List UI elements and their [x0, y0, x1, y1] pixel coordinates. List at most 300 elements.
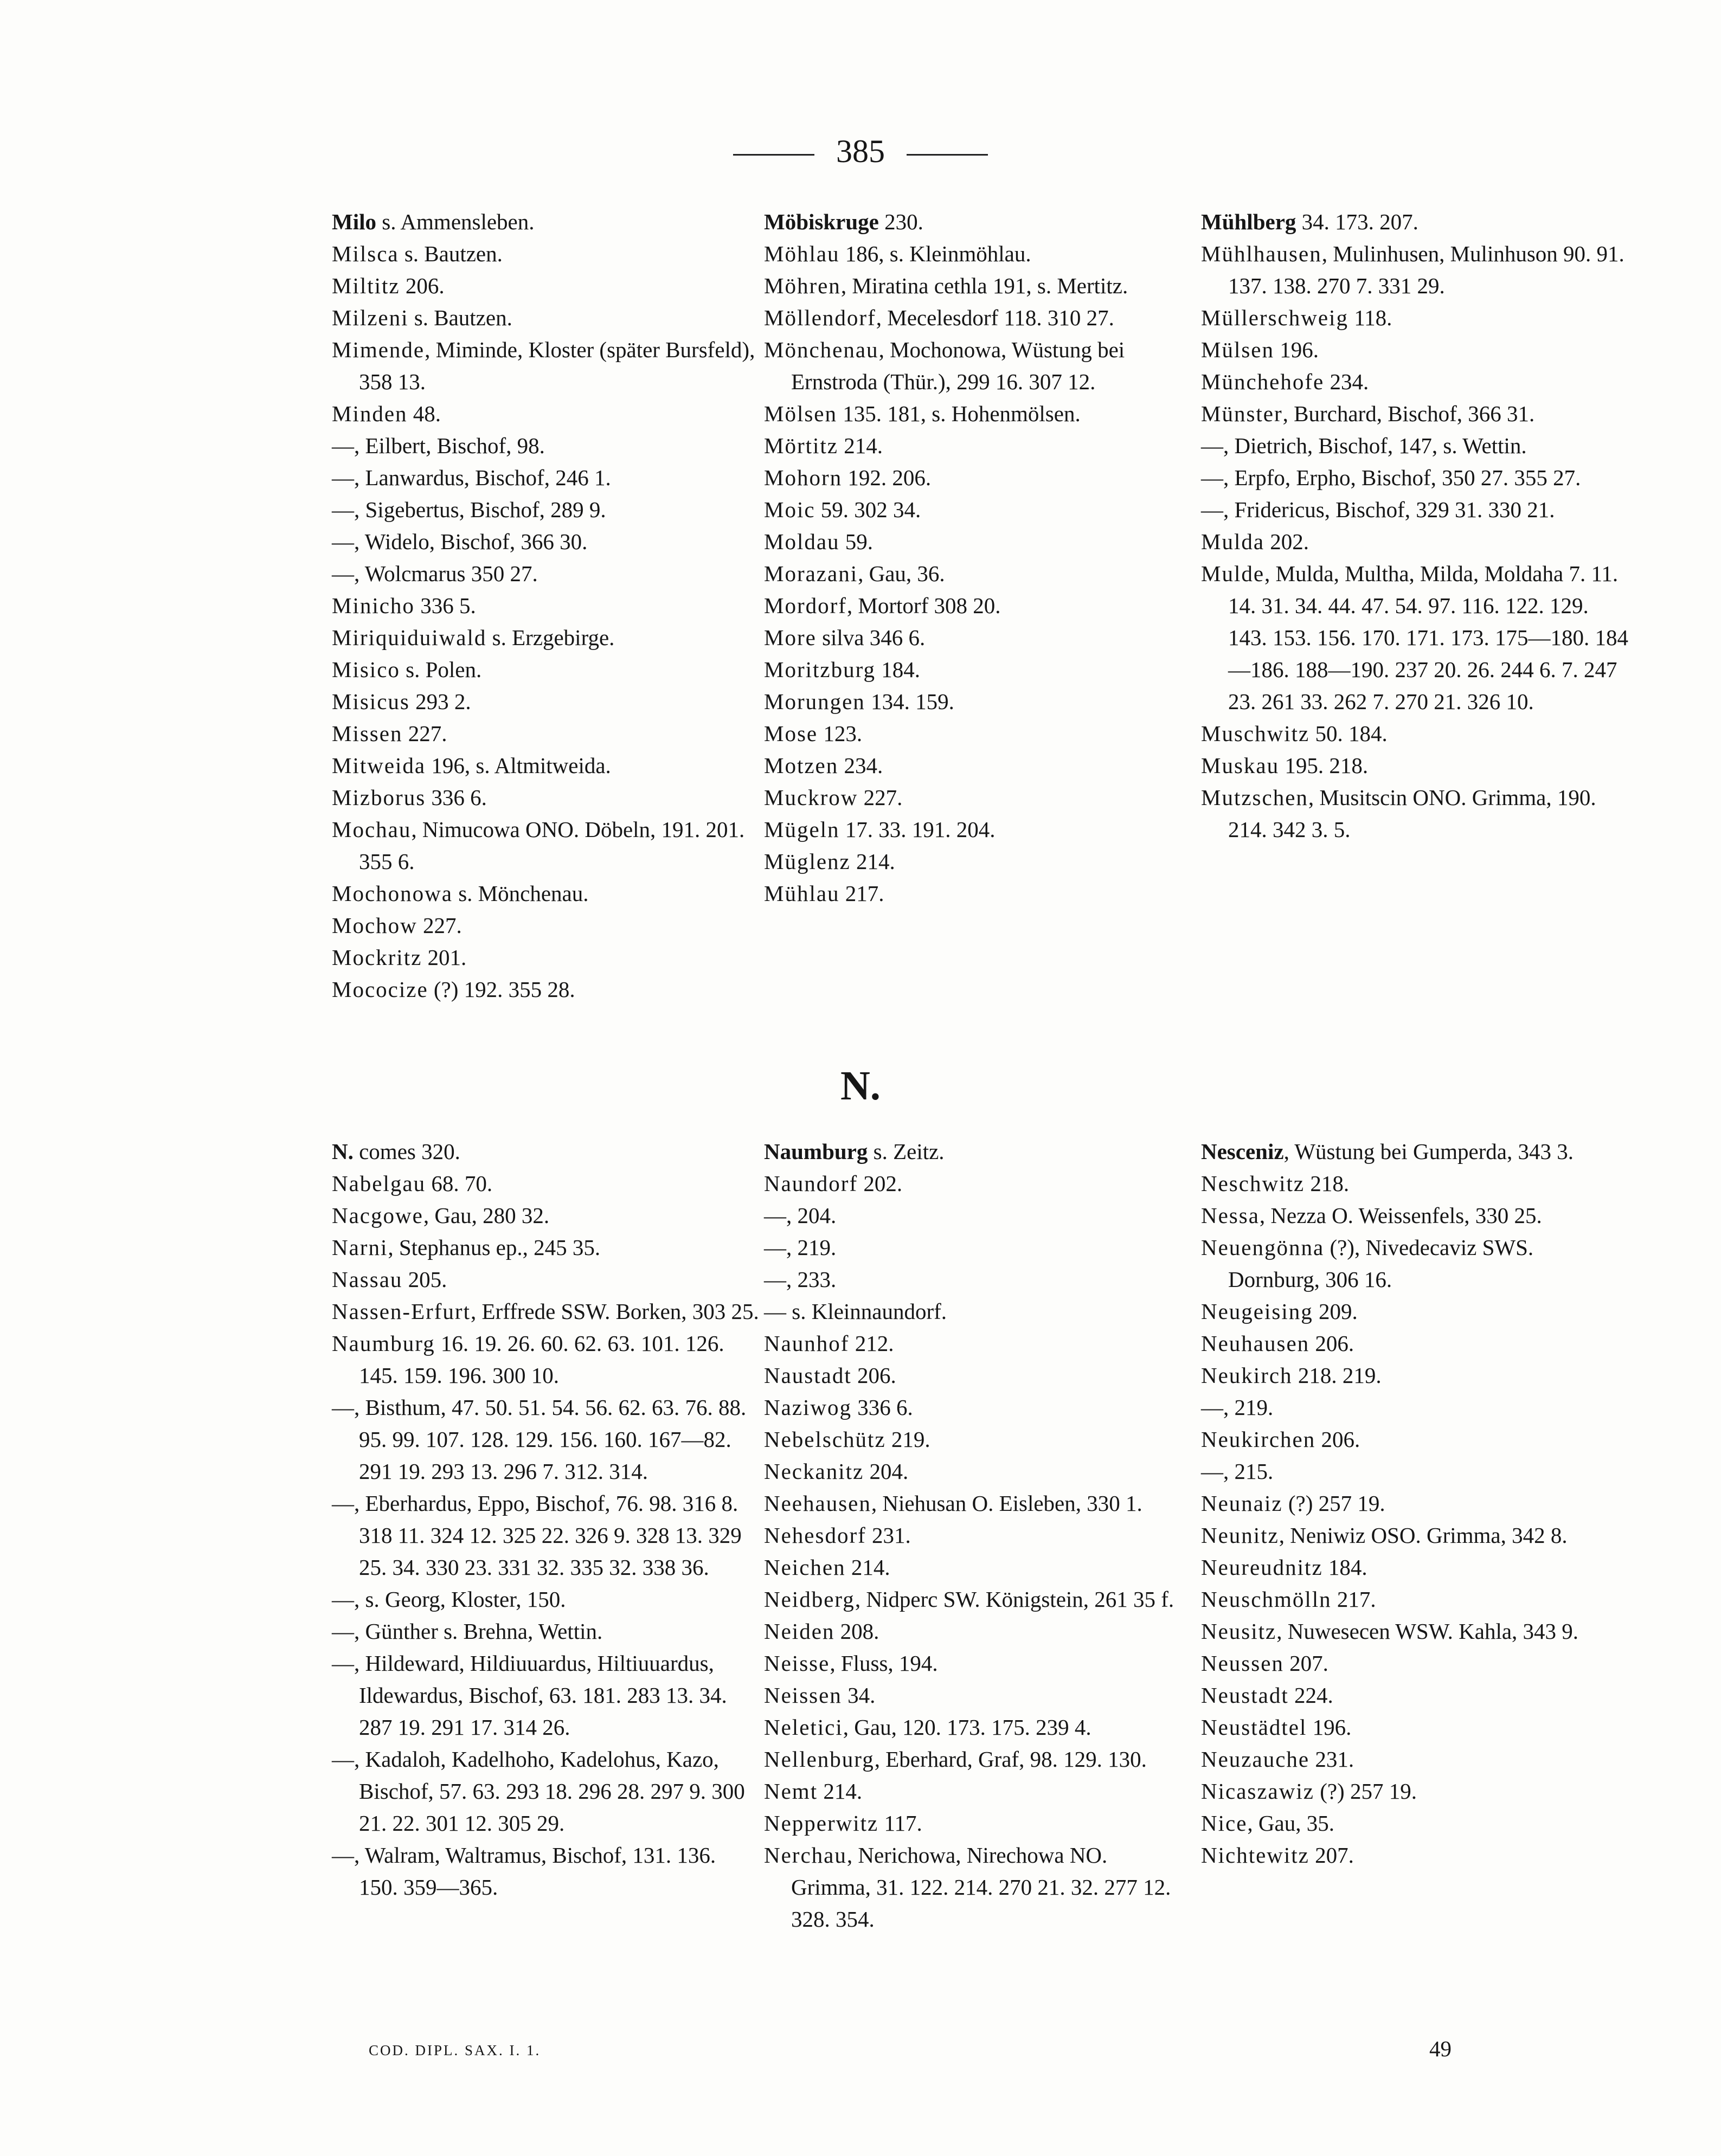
- page-number-rule-left: [733, 154, 814, 156]
- entry-headword: Milzeni: [332, 305, 409, 330]
- index-entry: [764, 206, 1192, 238]
- entry-text: 227.: [402, 721, 447, 746]
- index-entry: [764, 558, 1192, 590]
- entry-text: 336 6.: [852, 1395, 913, 1420]
- index-entry: [332, 1488, 760, 1584]
- entry-text: 59.: [839, 529, 874, 554]
- entry-headword: Neukirchen: [1201, 1427, 1316, 1452]
- index-entry: [1201, 462, 1629, 494]
- entry-text: 117.: [878, 1811, 922, 1836]
- index-entry: [332, 238, 760, 270]
- index-entry: [332, 878, 760, 910]
- index-entry: [1201, 1328, 1629, 1360]
- entry-text: —, Hildeward, Hildiuuardus, Hiltiuuardus, Ildewardus, Bischof, 63. 181. 283 13. 34. 287 19. 291 17. 314 26.: [332, 1651, 727, 1740]
- entry-headword: Muskau: [1201, 753, 1280, 778]
- index-entry: [764, 302, 1192, 334]
- index-entry: [332, 1168, 760, 1200]
- index-entry: [332, 910, 760, 942]
- entry-text: —, Wolcmarus 350 27.: [332, 561, 538, 586]
- entry-text: 195. 218.: [1279, 753, 1369, 778]
- entry-headword: Morungen: [764, 689, 865, 714]
- index-entry: [332, 942, 760, 974]
- entry-headword: Neidberg: [764, 1587, 855, 1612]
- entry-headword: Münchehofe: [1201, 369, 1325, 394]
- entry-text: s. Ammensleben.: [376, 209, 535, 234]
- entry-text: 231.: [866, 1523, 911, 1548]
- entry-text: , Miratina cethla 191, s. Mertitz.: [840, 273, 1128, 298]
- entry-headword: Neugeising: [1201, 1299, 1313, 1324]
- index-entry: [1201, 334, 1629, 366]
- index-entry: [764, 1488, 1192, 1520]
- entry-text: 16. 19. 26. 60. 62. 63. 101. 126. 145. 159. 196. 300 10.: [359, 1331, 724, 1388]
- index-entry: [332, 750, 760, 782]
- entry-text: , Neniwiz OSO. Grimma, 342 8.: [1279, 1523, 1568, 1548]
- index-entry: [332, 1584, 760, 1616]
- entry-headword: Möllendorf: [764, 305, 876, 330]
- entry-headword: Mochow: [332, 913, 418, 938]
- index-entry: [764, 1456, 1192, 1488]
- index-entry: [764, 398, 1192, 430]
- index-entry: [764, 1136, 1192, 1168]
- index-entry: [1201, 782, 1629, 846]
- index-entry: [1201, 1679, 1629, 1711]
- entry-text: 118.: [1348, 305, 1392, 330]
- index-entry: [332, 494, 760, 526]
- index-entry: [332, 1647, 760, 1743]
- index-entry: [764, 334, 1192, 398]
- entry-text: 34.: [842, 1683, 876, 1708]
- entry-text: 206.: [1309, 1331, 1354, 1356]
- index-entry: [764, 750, 1192, 782]
- index-entry: [1201, 206, 1629, 238]
- entry-text: (?), Nivedecaviz SWS. Dornburg, 306 16.: [1228, 1235, 1534, 1292]
- entry-text: 208.: [834, 1619, 879, 1644]
- entry-text: s. Mönchenau.: [452, 881, 589, 906]
- index-entry: [764, 1520, 1192, 1552]
- entry-headword: Neuengönna: [1201, 1235, 1325, 1260]
- index-entry: [1201, 238, 1629, 302]
- entry-text: — s. Kleinnaundorf.: [764, 1299, 947, 1324]
- entry-text: —, Günther s. Brehna, Wettin.: [332, 1619, 603, 1644]
- entry-headword: Motzen: [764, 753, 839, 778]
- entry-text: 219.: [885, 1427, 930, 1452]
- entry-headword: Misicus: [332, 689, 410, 714]
- entry-text: , Mortorf 308 20.: [846, 593, 1001, 618]
- entry-headword: Neiden: [764, 1619, 835, 1644]
- index-entry: [764, 878, 1192, 910]
- page-number-text: 385: [836, 133, 885, 169]
- entry-headword: Mörtitz: [764, 433, 838, 458]
- entry-text: s. Zeitz.: [868, 1139, 945, 1164]
- entry-headword: Neureudnitz: [1201, 1555, 1323, 1580]
- index-entry: [764, 782, 1192, 814]
- index-entry: [1201, 1616, 1629, 1647]
- index-entry: [332, 1839, 760, 1903]
- entry-headword: Nassen-Erfurt: [332, 1299, 471, 1324]
- entry-headword: Nepperwitz: [764, 1811, 879, 1836]
- entry-text: 227.: [417, 913, 462, 938]
- entry-headword: Mordorf: [764, 593, 847, 618]
- index-entry: [1201, 1743, 1629, 1775]
- entry-headword: Mönchenau: [764, 337, 879, 362]
- entry-headword: Minicho: [332, 593, 415, 618]
- index-entry: [332, 526, 760, 558]
- index-column-4: [332, 1136, 760, 1903]
- entry-headword: Nebelschütz: [764, 1427, 886, 1452]
- index-entry: [332, 1200, 760, 1232]
- entry-text: , Wüstung bei Gumperda, 343 3.: [1283, 1139, 1574, 1164]
- entry-headword: Naziwog: [764, 1395, 852, 1420]
- entry-headword: N.: [332, 1139, 354, 1164]
- entry-headword: Nerchau: [764, 1843, 847, 1868]
- entry-headword: Neichen: [764, 1555, 846, 1580]
- entry-text: 196.: [1307, 1715, 1352, 1740]
- index-entry: [764, 686, 1192, 718]
- index-entry: [764, 814, 1192, 846]
- index-entry: [1201, 1839, 1629, 1871]
- index-entry: [1201, 1200, 1629, 1232]
- entry-headword: Neustadt: [1201, 1683, 1289, 1708]
- index-entry: [1201, 1296, 1629, 1328]
- entry-headword: Moldau: [764, 529, 840, 554]
- entry-headword: Mügeln: [764, 817, 840, 842]
- index-entry: [1201, 494, 1629, 526]
- entry-text: —, Widelo, Bischof, 366 30.: [332, 529, 588, 554]
- index-entry: [764, 1168, 1192, 1200]
- entry-headword: Mölsen: [764, 401, 837, 426]
- index-entry: [764, 1360, 1192, 1392]
- entry-headword: Neehausen: [764, 1491, 871, 1516]
- index-entry: [764, 1328, 1192, 1360]
- index-entry: [332, 686, 760, 718]
- index-column-3: [1201, 206, 1629, 846]
- index-entry: [764, 1232, 1192, 1264]
- index-entry: [1201, 1456, 1629, 1488]
- entry-headword: Möhlau: [764, 241, 840, 266]
- index-entry: [332, 590, 760, 622]
- entry-headword: Neuhausen: [1201, 1331, 1310, 1356]
- entry-headword: Nesceniz: [1201, 1139, 1284, 1164]
- entry-text: 224.: [1288, 1683, 1333, 1708]
- index-entry: [332, 1392, 760, 1488]
- index-entry: [764, 1200, 1192, 1232]
- entry-text: 184.: [1322, 1555, 1367, 1580]
- entry-text: —, Fridericus, Bischof, 329 31. 330 21.: [1201, 497, 1555, 522]
- index-entry: [1201, 1552, 1629, 1584]
- entry-headword: Neletici: [764, 1715, 843, 1740]
- index-entry: [764, 1647, 1192, 1679]
- index-entry: [764, 238, 1192, 270]
- index-entry: [764, 1807, 1192, 1839]
- entry-headword: Naunhof: [764, 1331, 850, 1356]
- index-column-6: [1201, 1136, 1629, 1871]
- entry-text: —, Walram, Waltramus, Bischof, 131. 136. 150. 359—365.: [332, 1843, 716, 1900]
- entry-text: (?) 257 19.: [1314, 1779, 1417, 1804]
- index-entry: [332, 1743, 760, 1839]
- entry-headword: Mühlau: [764, 881, 840, 906]
- entry-text: 34. 173. 207.: [1296, 209, 1418, 234]
- section-letter: N.: [840, 1063, 881, 1109]
- entry-text: 209.: [1313, 1299, 1358, 1324]
- entry-text: , Nezza O. Weissenfels, 330 25.: [1259, 1203, 1542, 1228]
- entry-text: 207.: [1309, 1843, 1354, 1868]
- entry-text: s. Erzgebirge.: [486, 625, 615, 650]
- entry-text: —, 219.: [1201, 1395, 1274, 1420]
- entry-text: 206.: [851, 1363, 896, 1388]
- entry-text: 217.: [1331, 1587, 1376, 1612]
- entry-text: 68. 70.: [426, 1171, 493, 1196]
- entry-headword: Müglenz: [764, 849, 851, 874]
- entry-text: 186, s. Kleinmöhlau.: [839, 241, 1031, 266]
- index-entry: [1201, 1232, 1629, 1296]
- index-entry: [332, 558, 760, 590]
- entry-text: 196.: [1274, 337, 1319, 362]
- index-entry: [332, 974, 760, 1006]
- entry-headword: Nehesdorf: [764, 1523, 866, 1548]
- entry-text: 123.: [818, 721, 863, 746]
- index-entry: [1201, 1392, 1629, 1424]
- entry-headword: Mose: [764, 721, 818, 746]
- entry-text: , Mulinhusen, Mulinhuson 90. 91. 137. 138. 270 7. 331 29.: [1228, 241, 1624, 298]
- index-entry: [764, 494, 1192, 526]
- entry-text: 217.: [839, 881, 884, 906]
- entry-headword: Mohorn: [764, 465, 843, 490]
- page-number: [0, 133, 1721, 170]
- entry-text: 206.: [1315, 1427, 1360, 1452]
- entry-headword: Nice: [1201, 1811, 1248, 1836]
- index-entry: [332, 1136, 760, 1168]
- index-entry: [1201, 558, 1629, 718]
- index-entry: [332, 206, 760, 238]
- entry-headword: Neuzauche: [1201, 1747, 1310, 1772]
- index-entry: [332, 1616, 760, 1647]
- entry-headword: Mülsen: [1201, 337, 1274, 362]
- index-entry: [764, 1679, 1192, 1711]
- entry-headword: Nichtewitz: [1201, 1843, 1309, 1868]
- index-entry: [332, 302, 760, 334]
- entry-text: 227.: [858, 785, 903, 810]
- entry-headword: Muckrow: [764, 785, 858, 810]
- entry-headword: Möhren: [764, 273, 841, 298]
- index-entry: [764, 846, 1192, 878]
- entry-headword: Nabelgau: [332, 1171, 426, 1196]
- index-entry: [332, 622, 760, 654]
- index-entry: [764, 1711, 1192, 1743]
- entry-text: silva 346 6.: [816, 625, 926, 650]
- entry-headword: Neschwitz: [1201, 1171, 1305, 1196]
- index-entry: [1201, 1584, 1629, 1616]
- entry-headword: Nessa: [1201, 1203, 1260, 1228]
- entry-text: , Gau, 280 32.: [423, 1203, 550, 1228]
- entry-text: —, 215.: [1201, 1459, 1274, 1484]
- entry-headword: Naundorf: [764, 1171, 858, 1196]
- entry-text: 231.: [1309, 1747, 1354, 1772]
- entry-text: 196, s. Altmitweida.: [426, 753, 611, 778]
- entry-headword: Neustädtel: [1201, 1715, 1307, 1740]
- index-entry: [764, 1775, 1192, 1807]
- entry-text: 214.: [850, 849, 895, 874]
- entry-text: , Nuwesecen WSW. Kahla, 343 9.: [1276, 1619, 1579, 1644]
- entry-text: , Mochonowa, Wüstung bei Ernstroda (Thür.), 299 16. 307 12.: [791, 337, 1125, 394]
- entry-text: 234.: [1324, 369, 1369, 394]
- index-entry: [1201, 526, 1629, 558]
- index-entry: [1201, 398, 1629, 430]
- index-entry: [764, 1424, 1192, 1456]
- index-entry: [1201, 1711, 1629, 1743]
- entry-headword: Mühlhausen: [1201, 241, 1322, 266]
- entry-text: s. Bautzen.: [399, 241, 503, 266]
- entry-text: 336 6.: [426, 785, 487, 810]
- entry-text: 218. 219.: [1292, 1363, 1382, 1388]
- entry-text: , Nimucowa ONO. Döbeln, 191. 201. 355 6.: [359, 817, 745, 874]
- entry-text: —, 204.: [764, 1203, 837, 1228]
- entry-text: —, Sigebertus, Bischof, 289 9.: [332, 497, 606, 522]
- entry-text: 218.: [1305, 1171, 1350, 1196]
- entry-headword: Nellenburg: [764, 1747, 875, 1772]
- index-column-5: [764, 1136, 1192, 1935]
- entry-headword: Moritzburg: [764, 657, 876, 682]
- index-entry: [332, 1328, 760, 1392]
- entry-text: 134. 159.: [865, 689, 954, 714]
- entry-headword: Mimende: [332, 337, 425, 362]
- entry-headword: Muschwitz: [1201, 721, 1310, 746]
- entry-headword: Neunitz: [1201, 1523, 1279, 1548]
- entry-headword: Nassau: [332, 1267, 403, 1292]
- entry-text: —, 233.: [764, 1267, 837, 1292]
- index-entry: [764, 462, 1192, 494]
- entry-headword: Morazani: [764, 561, 858, 586]
- entry-headword: More: [764, 625, 817, 650]
- entry-text: —, Erpfo, Erpho, Bischof, 350 27. 355 27.: [1201, 465, 1581, 490]
- index-entry: [1201, 718, 1629, 750]
- index-entry: [1201, 302, 1629, 334]
- entry-text: , Erffrede SSW. Borken, 303 25.: [470, 1299, 759, 1324]
- entry-text: 214.: [845, 1555, 890, 1580]
- entry-headword: Mococize: [332, 977, 428, 1002]
- index-entry: [1201, 1520, 1629, 1552]
- entry-headword: Mockritz: [332, 945, 422, 970]
- entry-headword: Miriquiduiwald: [332, 625, 487, 650]
- index-entry: [332, 334, 760, 398]
- entry-text: , Gau, 36.: [858, 561, 945, 586]
- index-entry: [764, 1584, 1192, 1616]
- entry-text: 205.: [402, 1267, 447, 1292]
- entry-text: , Nidperc SW. Königstein, 261 35 f.: [855, 1587, 1174, 1612]
- entry-headword: Nicaszawiz: [1201, 1779, 1314, 1804]
- entry-headword: Müllerschweig: [1201, 305, 1348, 330]
- footer-signature: COD. DIPL. SAX. I. 1.: [369, 2042, 541, 2058]
- entry-text: , Fluss, 194.: [830, 1651, 938, 1676]
- index-entry: [332, 398, 760, 430]
- entry-text: 17. 33. 191. 204.: [839, 817, 996, 842]
- entry-text: s. Polen.: [400, 657, 482, 682]
- entry-headword: Missen: [332, 721, 403, 746]
- entry-text: , Eberhard, Graf, 98. 129. 130.: [874, 1747, 1147, 1772]
- index-entry: [1201, 1775, 1629, 1807]
- entry-headword: Neukirch: [1201, 1363, 1293, 1388]
- index-entry: [1201, 1807, 1629, 1839]
- entry-text: 202.: [1264, 529, 1309, 554]
- entry-headword: Neissen: [764, 1683, 842, 1708]
- entry-headword: Mutzschen: [1201, 785, 1308, 810]
- entry-headword: Milo: [332, 209, 376, 234]
- entry-headword: Neckanitz: [764, 1459, 864, 1484]
- entry-text: 192. 206.: [842, 465, 932, 490]
- index-entry: [764, 622, 1192, 654]
- index-entry: [332, 430, 760, 462]
- footer-sheet-number: 49: [1429, 2036, 1452, 2061]
- index-entry: [764, 1392, 1192, 1424]
- index-entry: [764, 654, 1192, 686]
- index-entry: [1201, 366, 1629, 398]
- entry-headword: Mulde: [1201, 561, 1265, 586]
- index-entry: [764, 1839, 1192, 1935]
- index-entry: [1201, 1136, 1629, 1168]
- entry-text: —, 219.: [764, 1235, 837, 1260]
- index-entry: [764, 1264, 1192, 1296]
- entry-text: —, Bisthum, 47. 50. 51. 54. 56. 62. 63. 76. 88. 95. 99. 107. 128. 129. 156. 160. 167—82. 291 19. 293 13. 296 7. 312. 314.: [332, 1395, 747, 1484]
- entry-text: 201.: [422, 945, 467, 970]
- entry-text: 234.: [838, 753, 883, 778]
- page-number-rule-right: [907, 154, 988, 156]
- index-entry: [332, 718, 760, 750]
- entry-headword: Misico: [332, 657, 400, 682]
- entry-text: 230.: [878, 209, 923, 234]
- entry-headword: Miltitz: [332, 273, 400, 298]
- entry-headword: Milsca: [332, 241, 399, 266]
- entry-headword: Neussen: [1201, 1651, 1284, 1676]
- entry-text: (?) 257 19.: [1282, 1491, 1385, 1516]
- entry-text: —, Lanwardus, Bischof, 246 1.: [332, 465, 611, 490]
- index-entry: [764, 270, 1192, 302]
- entry-text: , Mulda, Multha, Milda, Moldaha 7. 11. 14. 31. 34. 44. 47. 54. 97. 116. 122. 129. 143. 153. 156. 170. 171. 173. 175—180. 184—186. 188—190. 237 20. 26. 244 6. 7. 247 23. 261 33. 262 7. 270 21. 326 10.: [1228, 561, 1628, 714]
- entry-text: , Gau, 35.: [1247, 1811, 1334, 1836]
- index-entry: [764, 1616, 1192, 1647]
- index-entry: [764, 1296, 1192, 1328]
- entry-headword: Neusitz: [1201, 1619, 1277, 1644]
- entry-text: 207.: [1283, 1651, 1328, 1676]
- entry-text: , Gau, 120. 173. 175. 239 4.: [843, 1715, 1091, 1740]
- index-entry: [332, 270, 760, 302]
- entry-text: 336 5.: [414, 593, 476, 618]
- index-entry: [332, 654, 760, 686]
- index-entry: [332, 1296, 760, 1328]
- index-entry: [332, 814, 760, 878]
- entry-headword: Nemt: [764, 1779, 818, 1804]
- entry-text: s. Bautzen.: [408, 305, 512, 330]
- entry-text: 48.: [407, 401, 441, 426]
- index-entry: [332, 782, 760, 814]
- entry-text: 135. 181, s. Hohenmölsen.: [837, 401, 1081, 426]
- entry-text: 212.: [849, 1331, 894, 1356]
- entry-text: , Niehusan O. Eisleben, 330 1.: [871, 1491, 1142, 1516]
- entry-headword: Minden: [332, 401, 408, 426]
- entry-text: —, Eberhardus, Eppo, Bischof, 76. 98. 316 8. 318 11. 324 12. 325 22. 326 9. 328 13. 329 25. 34. 330 23. 331 32. 335 32. 338 36.: [332, 1491, 742, 1580]
- index-entry: [1201, 1424, 1629, 1456]
- entry-text: , Nerichowa, Nirechowa NO. Grimma, 31. 122. 214. 270 21. 32. 277 12. 328. 354.: [791, 1843, 1171, 1932]
- index-entry: [764, 430, 1192, 462]
- entry-text: comes 320.: [353, 1139, 460, 1164]
- index-entry: [764, 718, 1192, 750]
- entry-headword: Narni: [332, 1235, 388, 1260]
- entry-headword: Münster: [1201, 401, 1283, 426]
- index-entry: [332, 1264, 760, 1296]
- entry-headword: Mühlberg: [1201, 209, 1296, 234]
- entry-headword: Moic: [764, 497, 815, 522]
- index-entry: [1201, 430, 1629, 462]
- index-entry: [764, 1552, 1192, 1584]
- index-entry: [332, 1232, 760, 1264]
